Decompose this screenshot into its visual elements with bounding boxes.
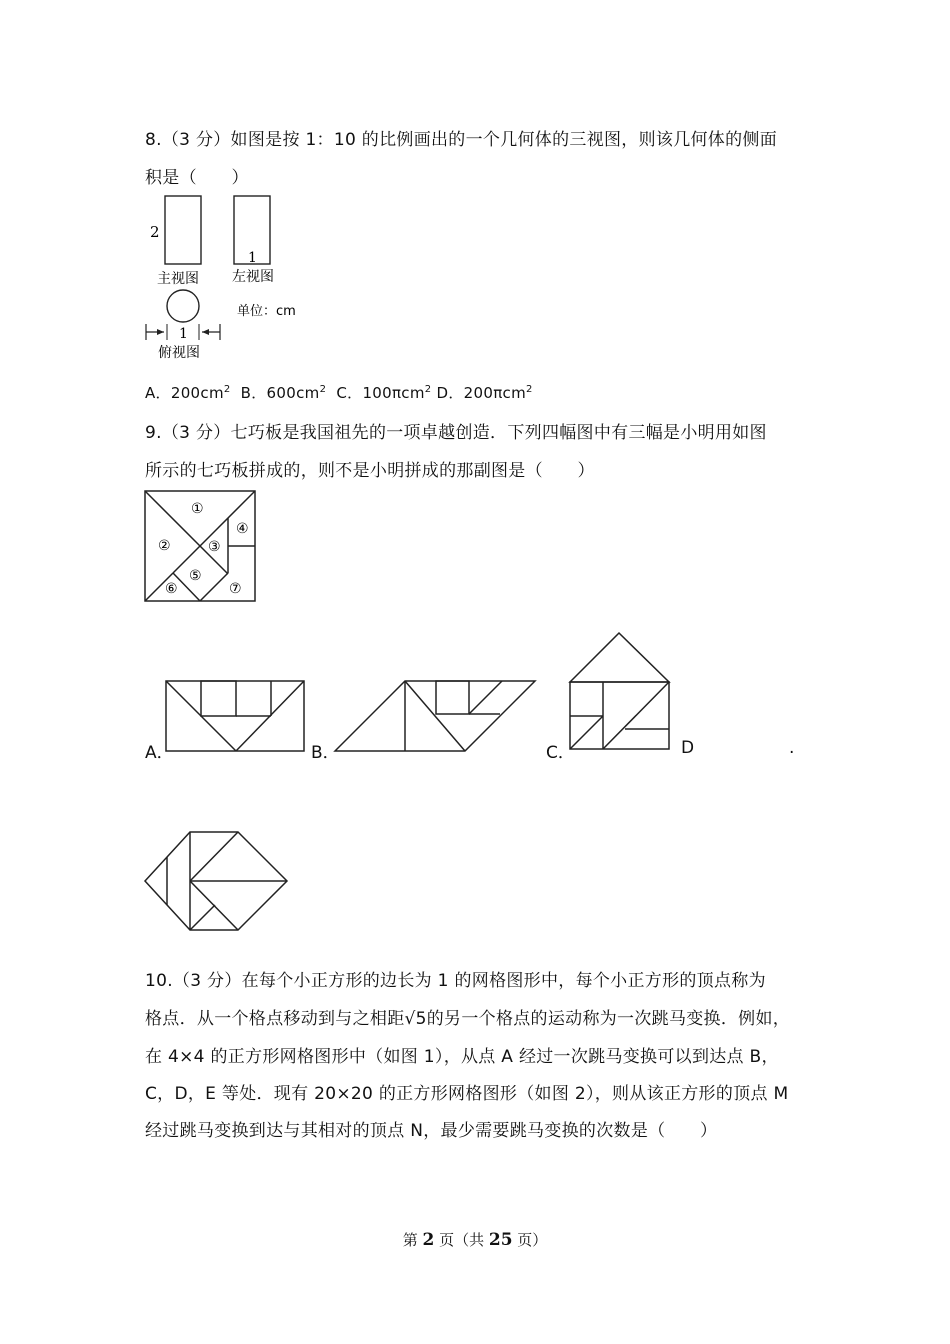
q8-option-a[interactable]: A．200cm xyxy=(145,384,224,402)
tangram-reference-figure xyxy=(143,489,259,605)
q10-stem-line3: 在 4×4 的正方形网格图形中（如图 1），从点 A 经过一次跳马变换可以到达点 B， xyxy=(145,1047,779,1067)
q9-stem-line2: 所示的七巧板拼成的，则不是小明拼成的那副图是（ ） xyxy=(145,461,595,481)
diameter-label: 1 xyxy=(179,326,188,342)
front-view-rect xyxy=(165,196,201,264)
piece-4-label: ④ xyxy=(236,521,249,537)
q9-option-b[interactable]: B． xyxy=(311,743,340,763)
q9-option-a[interactable]: A． xyxy=(145,743,174,763)
total-pages: 25 xyxy=(488,1230,513,1250)
option-b-figure xyxy=(332,678,538,754)
piece-6-label: ⑥ xyxy=(165,581,178,597)
q9-stem-line1: 9.（3 分）七巧板是我国祖先的一项卓越创造．下列四幅图中有三幅是小明用如图 xyxy=(145,423,767,443)
piece-3-label: ③ xyxy=(208,539,221,555)
q9-option-c[interactable]: C． xyxy=(546,743,575,763)
front-view-label: 主视图 xyxy=(157,271,199,287)
page-footer: 第 2 页（共 25 页） xyxy=(402,1230,548,1250)
q8-option-d[interactable]: D．200πcm xyxy=(436,384,527,402)
piece-1-label: ① xyxy=(191,501,204,517)
option-c-figure xyxy=(565,630,675,754)
top-view-label: 俯视图 xyxy=(158,345,200,361)
left-view-label: 左视图 xyxy=(232,269,274,285)
front-height-label: 2 xyxy=(150,223,160,241)
q10-stem-line1: 10.（3 分）在每个小正方形的边长为 1 的网格图形中，每个小正方形的顶点称为 xyxy=(145,971,766,991)
option-d-figure xyxy=(141,829,291,933)
q8-options: A．$200cm^2$ B．$600cm^2$ C．100πcm$^2$ D．200πcm$^2$ xyxy=(145,384,533,402)
top-view-circle xyxy=(167,290,199,322)
left-width-label: 1 xyxy=(248,250,257,266)
q10-stem-line4: C，D，E 等处．现有 20×20 的正方形网格图形（如图 2），则从该正方形的顶点 M xyxy=(145,1084,789,1104)
q8-stem-line2: 积是（ ） xyxy=(145,168,249,188)
three-view-figure xyxy=(140,190,330,368)
piece-2-label: ② xyxy=(158,538,171,554)
unit-label: 单位：cm xyxy=(237,304,296,319)
q8-option-c[interactable]: C．100πcm xyxy=(336,384,425,402)
piece-7-label: ⑦ xyxy=(229,581,242,597)
q10-stem-line5: 经过跳马变换到达与其相对的顶点 N，最少需要跳马变换的次数是（ ） xyxy=(145,1121,718,1141)
piece-5-label: ⑤ xyxy=(189,568,202,584)
page-number: 2 xyxy=(422,1230,435,1250)
q9-option-d[interactable]: D xyxy=(681,738,695,758)
q9-option-d-dot: . xyxy=(789,738,795,758)
q10-stem-line2: 格点．从一个格点移动到与之相距√5的另一个格点的运动称为一次跳马变换．例如， xyxy=(145,1009,791,1029)
q8-stem-line1: 8.（3 分）如图是按 1：10 的比例画出的一个几何体的三视图，则该几何体的侧面 xyxy=(145,130,777,150)
option-a-figure xyxy=(163,678,307,754)
q8-option-b[interactable]: B．600cm xyxy=(240,384,320,402)
